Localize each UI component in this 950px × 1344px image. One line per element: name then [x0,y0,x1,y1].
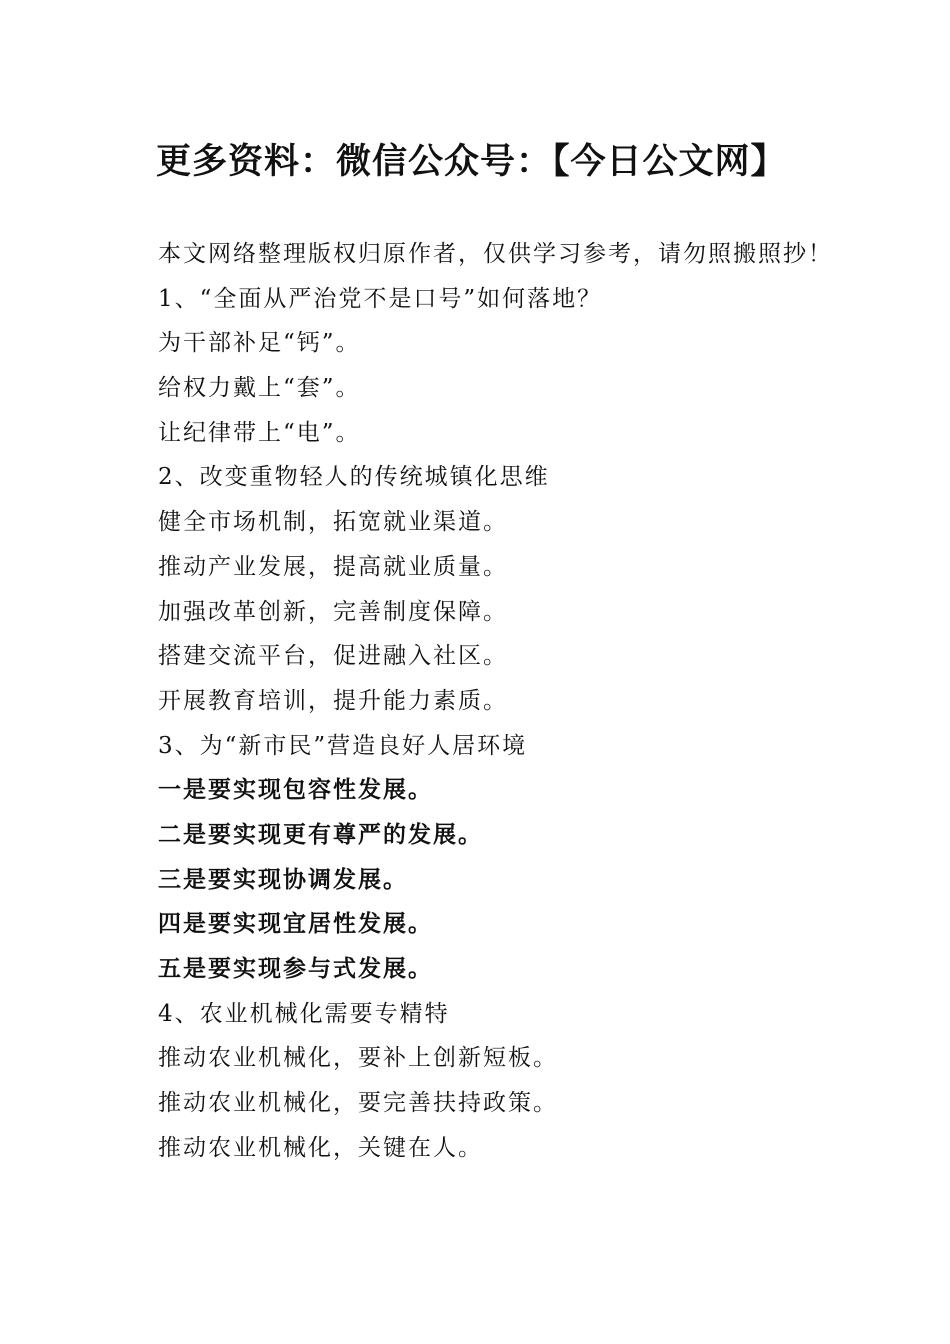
section-heading: 1、“全面从严治党不是口号”如何落地？ [158,285,603,312]
section-heading: 2、改变重物轻人的传统城镇化思维 [158,464,550,491]
body-line: 健全市场机制，拓宽就业渠道。 [158,509,508,536]
disclaimer-line: 本文网络整理版权归原作者，仅供学习参考，请勿照搬照抄！ [158,241,833,267]
body-line: 搭建交流平台，促进融入社区。 [158,643,508,670]
bold-body-line: 二是要实现更有尊严的发展。 [158,820,483,848]
section-heading: 4、农业机械化需要专精特 [158,1000,450,1027]
bold-body-line: 一是要实现包容性发展。 [158,776,433,804]
body-line: 推动产业发展，提高就业质量。 [158,553,508,580]
body-line: 给权力戴上“套”。 [158,375,361,402]
page-header-title: 更多资料：微信公众号：【今日公文网】 [156,141,787,182]
body-line: 为干部补足“钙”。 [158,330,361,357]
body-line: 推动农业机械化，关键在人。 [158,1134,483,1161]
body-line: 加强改革创新，完善制度保障。 [158,598,508,625]
bold-body-line: 四是要实现宜居性发展。 [158,910,433,938]
bold-body-line: 三是要实现协调发展。 [158,865,408,893]
body-line: 让纪律带上“电”。 [158,419,361,446]
body-line: 推动农业机械化，要完善扶持政策。 [158,1090,558,1117]
body-line: 推动农业机械化，要补上创新短板。 [158,1045,558,1072]
body-line: 开展教育培训，提升能力素质。 [158,687,508,714]
bold-body-line: 五是要实现参与式发展。 [158,955,433,982]
section-heading: 3、为“新市民”营造良好人居环境 [158,732,528,759]
document-body [158,232,938,1170]
